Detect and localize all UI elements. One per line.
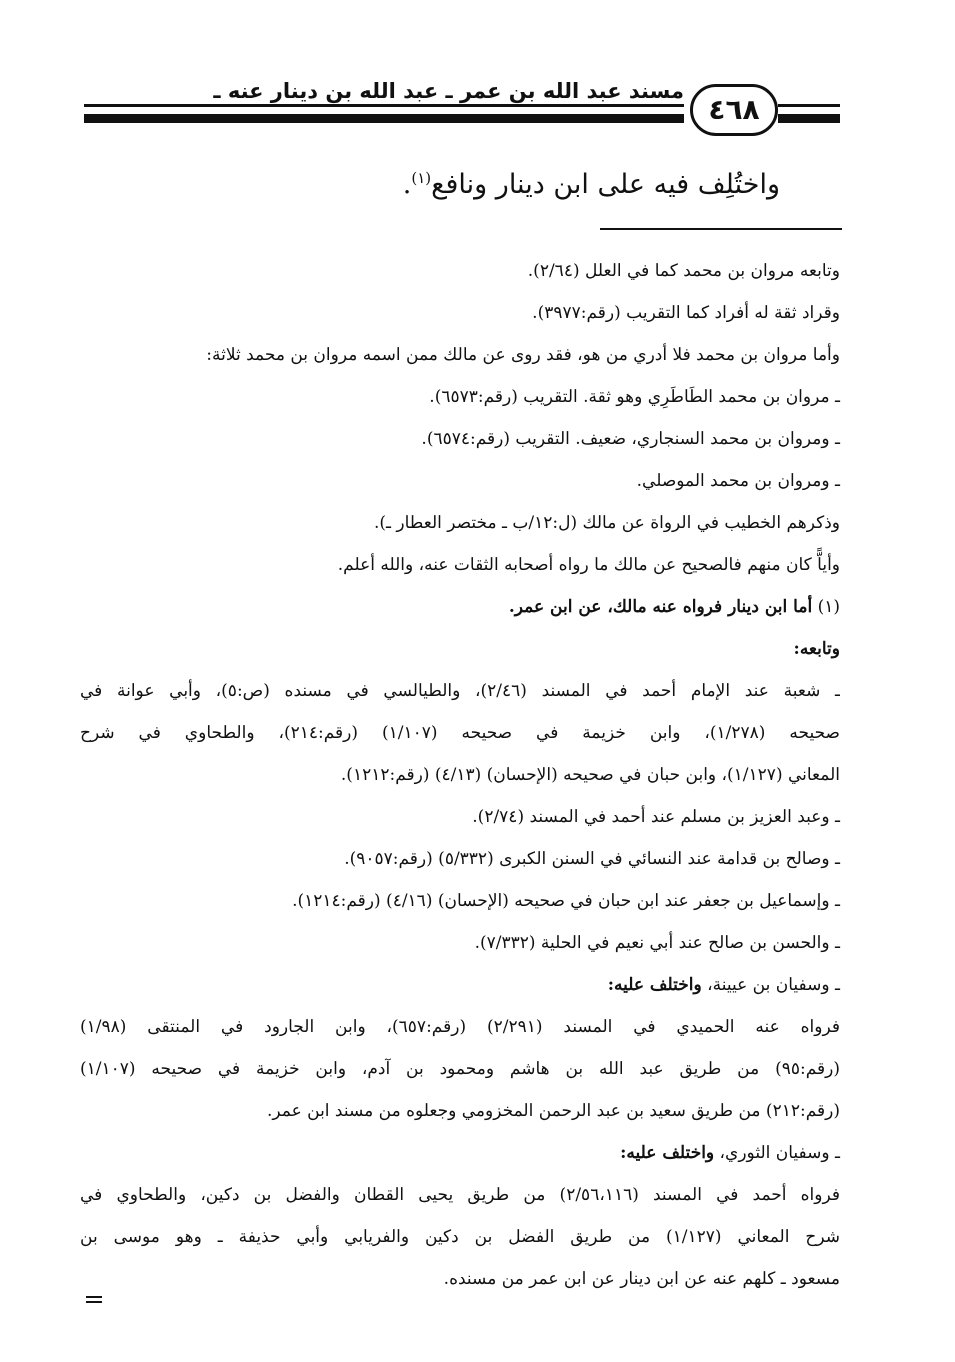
note-line: ـ والحسن بن صالح عند أبي نعيم في الحلية (٧/٣٣٢). [474,933,840,953]
header-rule-thick [84,114,684,123]
running-title: مسند عبد الله بن عمر ـ عبد الله بن دينار عنه ـ [213,79,684,103]
followers-label: وتابعه: [793,639,840,659]
note-line: وقراد ثقة له أفراد كما التقريب (رقم:٣٩٧٧). [532,303,840,323]
note-line: ـ ومروان بن محمد الموصلي. [636,471,840,491]
note-line: (رقم:٢١٢) من طريق سعيد بن عبد الرحمن المخزومي وجعلوه من مسند ابن عمر. [266,1101,840,1121]
note-line: وأما مروان بن محمد فلا أدري من هو، فقد روى عن مالك ممن اسمه مروان بن محمد ثلاثة: [206,345,840,365]
note-line: صحيحه (١/٢٧٨)، وابن خزيمة في صحيحه (١/١٠٧) (رقم:٢١٤)، والطحاوي في شرح [80,723,840,743]
note-line: فرواه عنه الحميدي في المسند (٢/٢٩١) (رقم:٦٥٧)، وابن الجارود في المنتقى (١/٩٨) [80,1017,840,1037]
note-line: ـ ومروان بن محمد السنجاري، ضعيف. التقريب (رقم:٦٥٧٤). [421,429,840,449]
page-number: ٤٦٨ [690,84,778,136]
ikhtalafa-label: واختلف عليه: [607,975,702,995]
sufyan-uyayna-line [80,964,840,1006]
header-rule-thin-right [778,104,840,107]
note-line: ـ وإسماعيل بن جعفر عند ابن حبان في صحيحه (الإحسان) (٤/١٦) (رقم:١٢١٤). [292,891,840,911]
note-line: ـ وعبد العزيز بن مسلم عند أحمد في المسند (٢/٧٤). [472,807,840,827]
note-line: (رقم:٩٥) من طريق عبد الله بن هاشم ومحمود بن آدم، وابن خزيمة في صحيحه (١/١٠٧) [80,1059,840,1079]
note-line: ـ مروان بن محمد الطَاطَرِي وهو ثقة. التقريب (رقم:٦٥٧٣). [429,387,840,407]
note-line: وذكرهم الخطيب في الرواة عن مالك (ل:١٢/ب ـ مختصر العطار ـ). [374,513,840,533]
note-line: فرواه أحمد في المسند (٢/٥٦،١١٦) من طريق يحيى القطان والفضل بن دكين، والطحاوي في [80,1185,840,1205]
note-line: ـ شعبة عند الإمام أحمد في المسند (٢/٤٦)، والطيالسي في مسنده (ص:٥)، وأبي عوانة في [80,681,840,701]
note-line: ـ وصالح بن قدامة عند النسائي في السنن الكبرى (٥/٣٣٢) (رقم:٩٠٥٧). [344,849,840,869]
header-rule-thick-right [778,114,840,123]
sufyan-thawri-line [80,1132,840,1174]
note-line: وتابعه مروان بن محمد كما في العلل (٢/٦٤). [527,261,840,281]
footnote-1-heading: أما ابن دينار فرواه عنه مالك، عن ابن عمر. [508,597,813,617]
note-line: المعاني (١/١٢٧)، وابن حبان في صحيحه (الإحسان) (٤/١٣) (رقم:١٢١٢). [340,765,840,785]
footnote-1-heading-line [80,586,840,628]
main-text-end: . [402,169,412,200]
note-line: وأياًّ كان منهم فالصحيح عن مالك ما رواه أصحابه الثقات عنه، والله أعلم. [337,555,840,575]
sufyan-thawri: ـ وسفيان الثوري، [719,1143,840,1163]
footnote-1-number: (١) [817,597,840,617]
header-rule-thin [84,104,684,107]
footnotes [80,250,840,1300]
main-text [380,148,780,208]
note-line: شرح المعاني (١/١٢٧) من طريق الفضل بن دكين والفريابي وأبي حذيفة ـ وهو موسى بن [80,1227,840,1247]
footnote-separator [600,228,842,230]
ikhtalafa-label: واختلف عليه: [620,1143,715,1163]
sufyan-uyayna: ـ وسفيان بن عيينة، [707,975,840,995]
continuation-mark [86,1296,102,1306]
footnote-ref: (١) [411,169,432,187]
note-line: مسعود ـ كلهم عنه عن ابن دينار عن ابن عمر من مسنده. [443,1269,840,1289]
main-text-body: واختُلِف فيه على ابن دينار ونافع [431,169,780,200]
